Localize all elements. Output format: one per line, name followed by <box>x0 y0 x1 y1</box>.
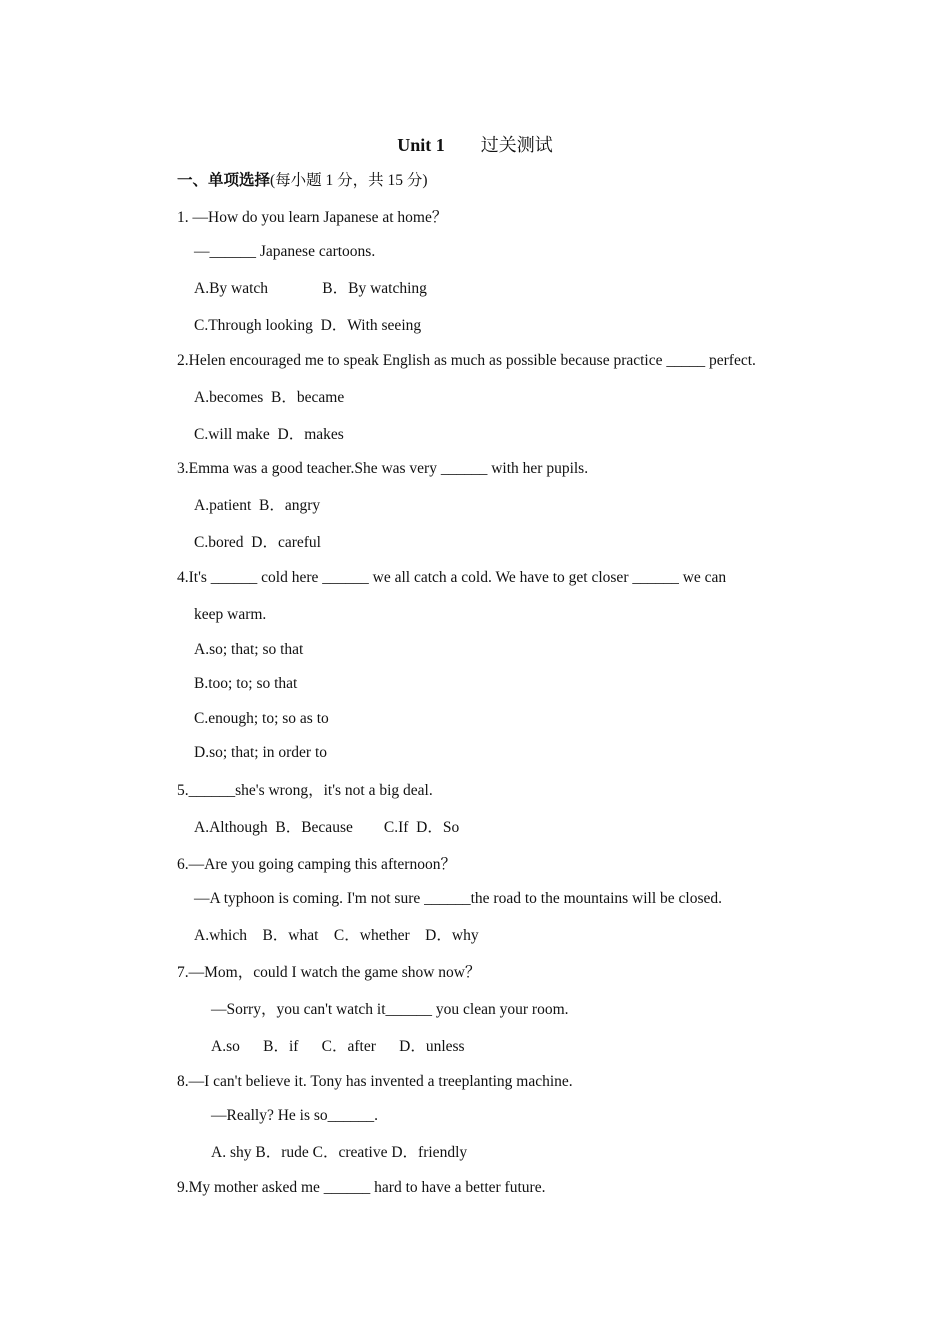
question-6: 6.—Are you going camping this afternoon？ <box>177 856 456 873</box>
question-4-option-d: D.so; that; in order to <box>194 744 328 761</box>
title-subtitle: 过关测试 <box>480 135 553 155</box>
question-3-options-cd: C.bored D．careful <box>194 534 321 551</box>
question-3-options-ab: A.patient B．angry <box>194 497 321 514</box>
question-6-reply: —A typhoon is coming. I'm not sure ______the road to the mountains will be closed. <box>194 890 723 907</box>
question-1-reply: —______ Japanese cartoons. <box>194 243 376 260</box>
section-title: 一、单项选择 <box>177 172 271 189</box>
question-5-options: A.Although B．Because C.If D．So <box>194 819 460 836</box>
question-8-reply: —Really? He is so______. <box>211 1107 379 1124</box>
question-2-options-ab: A.becomes B．became <box>194 389 345 406</box>
question-3: 3.Emma was a good teacher.She was very ______ with her pupils. <box>177 460 589 477</box>
question-8-options: A. shy B．rude C．creative D．friendly <box>211 1144 468 1161</box>
question-2: 2.Helen encouraged me to speak English as much as possible because practice _____ perfect. <box>177 352 756 369</box>
question-1-options-ab: A.By watch B．By watching <box>194 280 427 297</box>
question-6-options: A.which B．what C．whether D．why <box>194 927 479 944</box>
question-5: 5.______she's wrong，it's not a big deal. <box>177 782 433 799</box>
question-4-continued: keep warm. <box>194 606 267 623</box>
section-heading <box>177 171 428 191</box>
question-4: 4.It's ______ cold here ______ we all catch a cold. We have to get closer ______ we can <box>177 569 727 586</box>
question-7: 7.—Mom，could I watch the game show now？ <box>177 964 481 981</box>
question-9: 9.My mother asked me ______ hard to have a better future. <box>177 1179 546 1196</box>
question-1: 1. —How do you learn Japanese at home？ <box>177 209 448 226</box>
question-7-options: A.so B．if C．after D．unless <box>211 1038 465 1055</box>
question-4-option-a: A.so; that; so that <box>194 641 304 658</box>
question-8: 8.—I can't believe it. Tony has invented a treeplanting machine. <box>177 1073 573 1090</box>
question-1-options-cd: C.Through looking D．With seeing <box>194 317 422 334</box>
page-title <box>0 131 950 157</box>
question-2-options-cd: C.will make D．makes <box>194 426 344 443</box>
question-4-option-c: C.enough; to; so as to <box>194 710 329 727</box>
question-4-option-b: B.too; to; so that <box>194 675 298 692</box>
title-unit: Unit 1 <box>397 135 445 155</box>
section-note: (每小题 1 分，共 15 分) <box>270 172 428 189</box>
question-7-reply: —Sorry，you can't watch it______ you clean your room. <box>211 1001 569 1018</box>
